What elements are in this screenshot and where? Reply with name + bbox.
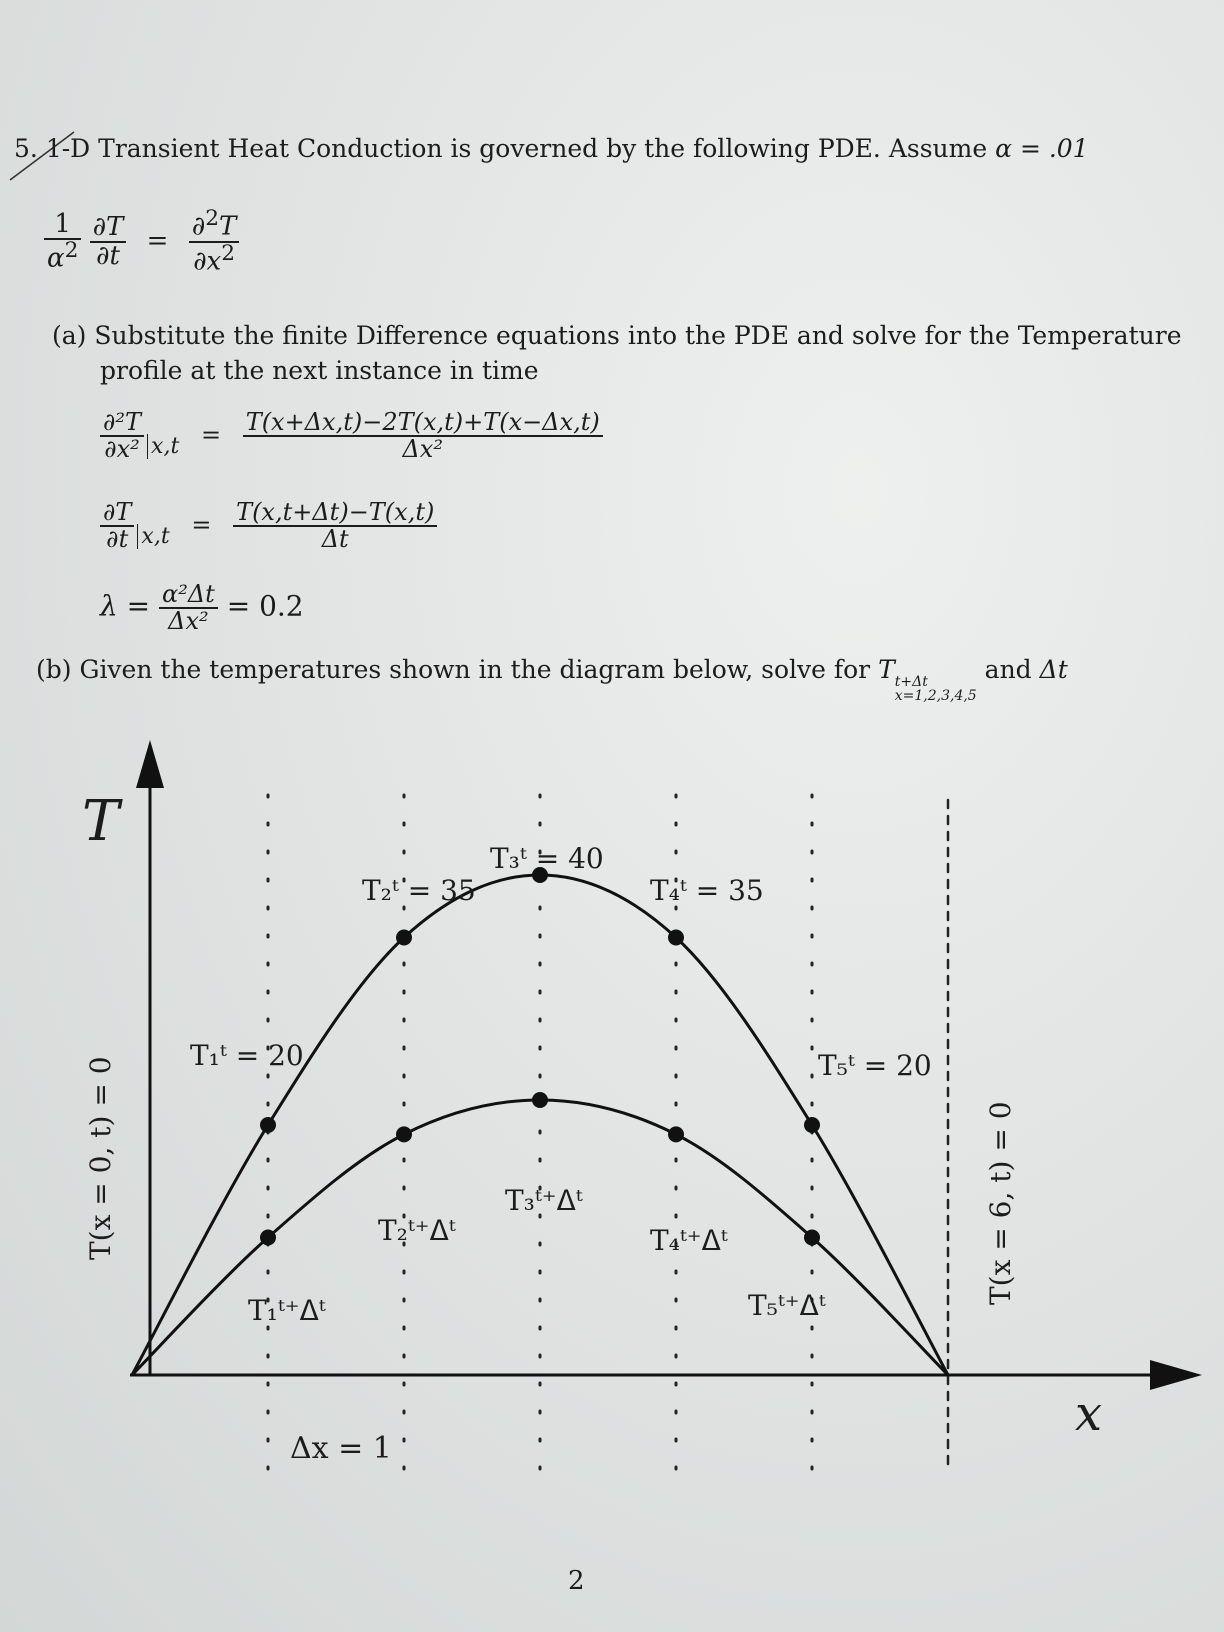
eq3-num: α²Δt [159,582,218,609]
time-derivative-eq [100,500,437,552]
pde-coef-den-exp: 2 [64,238,79,264]
t5-current-label: T₅ᵗ = 20 [818,1049,932,1082]
t2-current-label: T₂ᵗ = 35 [362,874,476,907]
part-a-text-line2: profile at the next instance in time [100,356,539,385]
t1-current-label: T₁ᵗ = 20 [190,1039,304,1072]
alpha-assumption: α = .01 [995,134,1089,163]
t1-next-label: T₁ᵗ⁺ᐃᵗ [248,1294,326,1327]
pde-lhs [90,211,127,271]
temperature-diagram [0,740,1224,1520]
eq3-value: = 0.2 [226,589,304,623]
eq3-lhs: λ = [100,589,151,623]
node-next-4 [668,1126,684,1142]
pde-rhs-partial: ∂ [191,211,206,242]
pde-equals: = [146,225,169,256]
problem-number: 5. [14,134,38,163]
pde-rhs-den-exp: 2 [221,240,235,266]
curve-next-time [132,1100,948,1375]
node-next-3 [532,1092,548,1108]
eq2-equals: = [191,510,212,539]
eq1-eval-point: x,t [147,434,179,459]
t2-next-label: T₂ᵗ⁺ᐃᵗ [378,1214,456,1247]
target-sub: x=1,2,3,4,5 [894,688,977,704]
eq1-lhs-num: ∂²T [100,410,144,437]
node-next-5 [804,1230,820,1246]
eq2-lhs-num: ∂T [100,500,134,527]
pde-rhs-den-var: ∂x [193,246,222,277]
governing-pde [44,208,239,276]
part-a-text [52,318,1181,388]
part-b-label: (b) [36,655,72,684]
t3-next-label: T₃ᵗ⁺ᐃᵗ [505,1184,583,1217]
part-b-text [36,655,1068,703]
node-current-5 [804,1117,820,1133]
eq3-frac [159,582,218,634]
part-a-label: (a) [52,321,87,350]
eq2-eval-point: x,t [137,524,169,549]
part-b-text-body: Given the temperatures shown in the diagram below, solve for [79,655,871,684]
right-boundary-condition: T(x = 6, t) = 0 [984,1101,1017,1305]
lambda-eq [100,582,304,634]
eq1-lhs-den: ∂x² [104,435,140,464]
eq2-rhs-den: Δt [321,525,349,554]
target-var: T [878,655,895,684]
pde-coef [44,208,81,274]
part-b-dt: Δt [1039,655,1068,684]
target-sup: t+Δt [894,674,928,690]
t4-next-label: T₄ᵗ⁺ᐃᵗ [650,1224,728,1257]
part-b-and: and [984,655,1032,684]
pde-rhs-var: T [218,211,237,242]
left-boundary-condition: T(x = 0, t) = 0 [84,1056,117,1260]
eq2-rhs-num: T(x,t+Δt)−T(x,t) [233,500,437,527]
eq1-equals: = [200,420,222,449]
pde-rhs-den [189,240,240,277]
pde-coef-den-var: α [47,243,65,274]
t5-next-label: T₅ᵗ⁺ᐃᵗ [748,1289,826,1322]
pde-lhs-num: ∂T [90,214,127,243]
node-current-2 [396,930,412,946]
x-axis-label: x [1075,1386,1103,1442]
eq1-lhs [100,410,144,462]
y-axis-arrow-icon [136,740,164,788]
node-current-4 [668,930,684,946]
page-number: 2 [568,1566,585,1596]
y-axis-label: T [82,789,120,854]
problem-text: 1-D Transient Heat Conduction is governed by the following PDE. Assume [45,134,988,163]
pde-coef-den [44,240,81,273]
part-b-target [878,655,977,704]
t4-current-label: T₄ᵗ = 35 [650,874,764,907]
eq2-rhs [233,500,437,552]
problem-statement [14,134,1089,163]
node-next-2 [396,1126,412,1142]
dx-label: Δx = 1 [290,1431,392,1466]
node-current-1 [260,1117,276,1133]
part-a-line1 [52,318,1181,353]
part-a-text-line1: Substitute the finite Difference equations into the PDE and solve for the Temperature [94,321,1182,350]
second-derivative-eq [100,410,603,462]
eq3-den: Δx² [168,607,209,636]
eq2-lhs-den: ∂t [106,525,129,554]
pde-coef-num: 1 [44,211,81,240]
eq1-rhs [243,410,603,462]
eq1-rhs-num: T(x+Δx,t)−2T(x,t)+T(x−Δx,t) [243,410,603,437]
pde-rhs [189,208,240,276]
pde-rhs-num [189,208,240,243]
node-next-1 [260,1230,276,1246]
eq1-rhs-den: Δx² [402,435,443,464]
x-axis-arrow-icon [1150,1360,1202,1390]
pde-rhs-num-exp: 2 [205,206,219,231]
eq2-lhs [100,500,134,552]
pde-lhs-den: ∂t [96,240,120,271]
t3-current-label: T₃ᵗ = 40 [490,842,604,875]
